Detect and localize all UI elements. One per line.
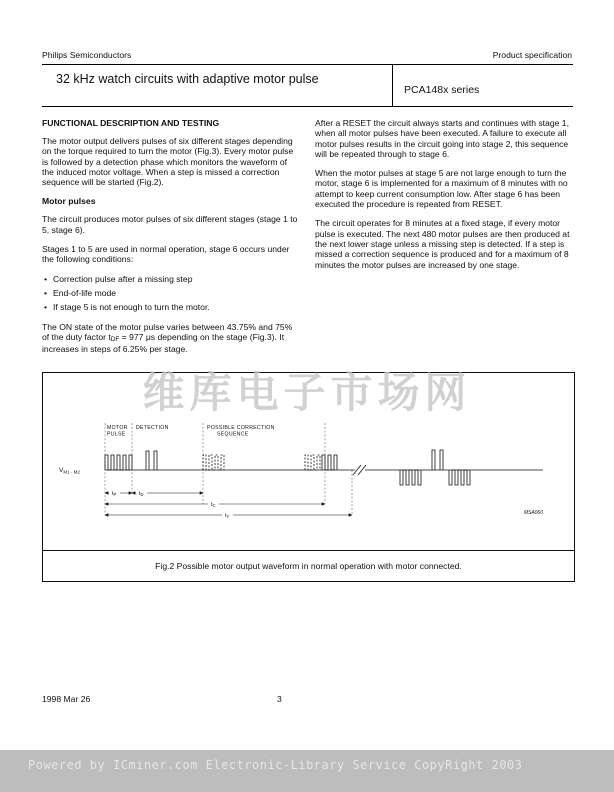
right-down-comb-1 bbox=[400, 470, 421, 485]
mid-solid-comb bbox=[322, 455, 337, 470]
series-name: PCA148x series bbox=[404, 84, 480, 96]
motor-pulses-subheading: Motor pulses bbox=[42, 196, 96, 207]
motor-pulse-comb bbox=[105, 455, 132, 470]
stage5-paragraph: When the motor pulses at stage 5 are not large enough to turn the motor, stage 6 is implemented for a maximum of 8 minutes with no attempt to keep current consumption low. After stage 6 has been executed the procedure is repeated from RESET. bbox=[315, 168, 568, 210]
bottom-watermark-band bbox=[0, 750, 614, 792]
figure-caption: Fig.2 Possible motor output waveform in normal operation with motor connected. bbox=[43, 550, 574, 581]
right-column bbox=[315, 118, 573, 279]
region-label-detection: DETECTION bbox=[136, 425, 169, 431]
region-label-motor-line2: PULSE bbox=[107, 431, 126, 438]
duty-factor-paragraph bbox=[42, 322, 298, 355]
page-title: 32 kHz watch circuits with adaptive motor pulse bbox=[56, 72, 319, 86]
ty-label: $t_Y$ bbox=[225, 513, 230, 520]
conditions-paragraph: Stages 1 to 5 are used in normal operation, stage 6 occurs under the following conditions: bbox=[42, 244, 290, 265]
conditions-bullet-list bbox=[42, 274, 298, 313]
tp-label: $t_P$ bbox=[112, 491, 117, 498]
dashed-pulse-groups bbox=[203, 455, 320, 470]
correction-comb-dashed bbox=[203, 455, 224, 470]
duty-factor-subscript: DF bbox=[110, 336, 120, 344]
region-label-correction-line2: SEQUENCE bbox=[217, 431, 249, 438]
duty-factor-text-pre: The ON state of the motor pulse varies between 43.75% and 75% of the duty factor t bbox=[42, 321, 293, 342]
detection-pulses bbox=[146, 451, 157, 470]
bottom-watermark-text: Powered by ICminer.com Electronic-Library Service CopyRight 2003 bbox=[28, 758, 523, 772]
header-left-text: Philips Semiconductors bbox=[42, 50, 132, 60]
tc-label: $t_C$ bbox=[211, 502, 216, 509]
td-label: $t_D$ bbox=[139, 491, 144, 498]
motor-output-paragraph: The motor output delivers pulses of six different stages depending on the torque required to turn the motor (Fig.3). Every motor pulse is followed by a detection phase which monitors the waveform of the induced motor voltage. When a step is missed a correction sequence will be started (Fig.2). bbox=[42, 136, 294, 188]
footer-date: 1998 Mar 26 bbox=[42, 694, 91, 704]
fixed-stage-paragraph: The circuit operates for 8 minutes at a fixed stage, if every motor pulse is executed. The next 480 motor pulses are then produced at the next lower stage unless a missing step is detected. If a step is missed a correction sequence is produced and for a maximum of 8 minutes the motor pulses are increased by one stage. bbox=[315, 218, 570, 270]
header-right-text: Product specification bbox=[492, 50, 572, 60]
reset-paragraph: After a RESET the circuit always starts and continues with stage 1, when all motor pulses have been executed. A failure to execute all motor pulses results in the circuit going into stage 2, this sequence will be repeated through to stage 6. bbox=[315, 118, 569, 159]
waveform-baseline bbox=[105, 465, 543, 475]
functional-description-heading: FUNCTIONAL DESCRIPTION AND TESTING bbox=[42, 118, 220, 128]
mid-dashed-comb bbox=[305, 455, 320, 470]
header-rule bbox=[42, 64, 573, 65]
figure-code: MSA060 bbox=[523, 510, 543, 516]
page-number: 3 bbox=[277, 694, 282, 704]
title-rule-bottom bbox=[42, 106, 573, 107]
title-divider-vertical bbox=[392, 64, 393, 106]
right-down-comb-2 bbox=[449, 470, 470, 485]
six-stages-paragraph: The circuit produces motor pulses of six different stages (stage 1 to 5, stage 6). bbox=[42, 214, 298, 235]
right-detection-pulses bbox=[432, 450, 443, 470]
signal-label: $V_{M1 - M2}$ bbox=[59, 467, 80, 475]
center-watermark-text: 维库电子市场网 bbox=[142, 368, 472, 417]
left-column bbox=[42, 118, 298, 363]
region-label-motor-line1: MOTOR bbox=[107, 425, 128, 431]
figure-box bbox=[42, 372, 575, 582]
duty-factor-text-post: = 977 μs depending on the stage (Fig.3). It increases in steps of 6.25% per stage. bbox=[42, 331, 285, 355]
region-label-correction-line1: POSSIBLE CORRECTION bbox=[207, 425, 275, 431]
bullet-stage5: • If stage 5 is not enough to turn the motor. bbox=[42, 302, 298, 312]
bullet-end-of-life: • End-of-life mode bbox=[42, 288, 298, 298]
waveform-diagram bbox=[43, 373, 572, 523]
bullet-correction-pulse: • Correction pulse after a missing step bbox=[42, 274, 298, 284]
solid-pulse-groups bbox=[105, 450, 470, 485]
